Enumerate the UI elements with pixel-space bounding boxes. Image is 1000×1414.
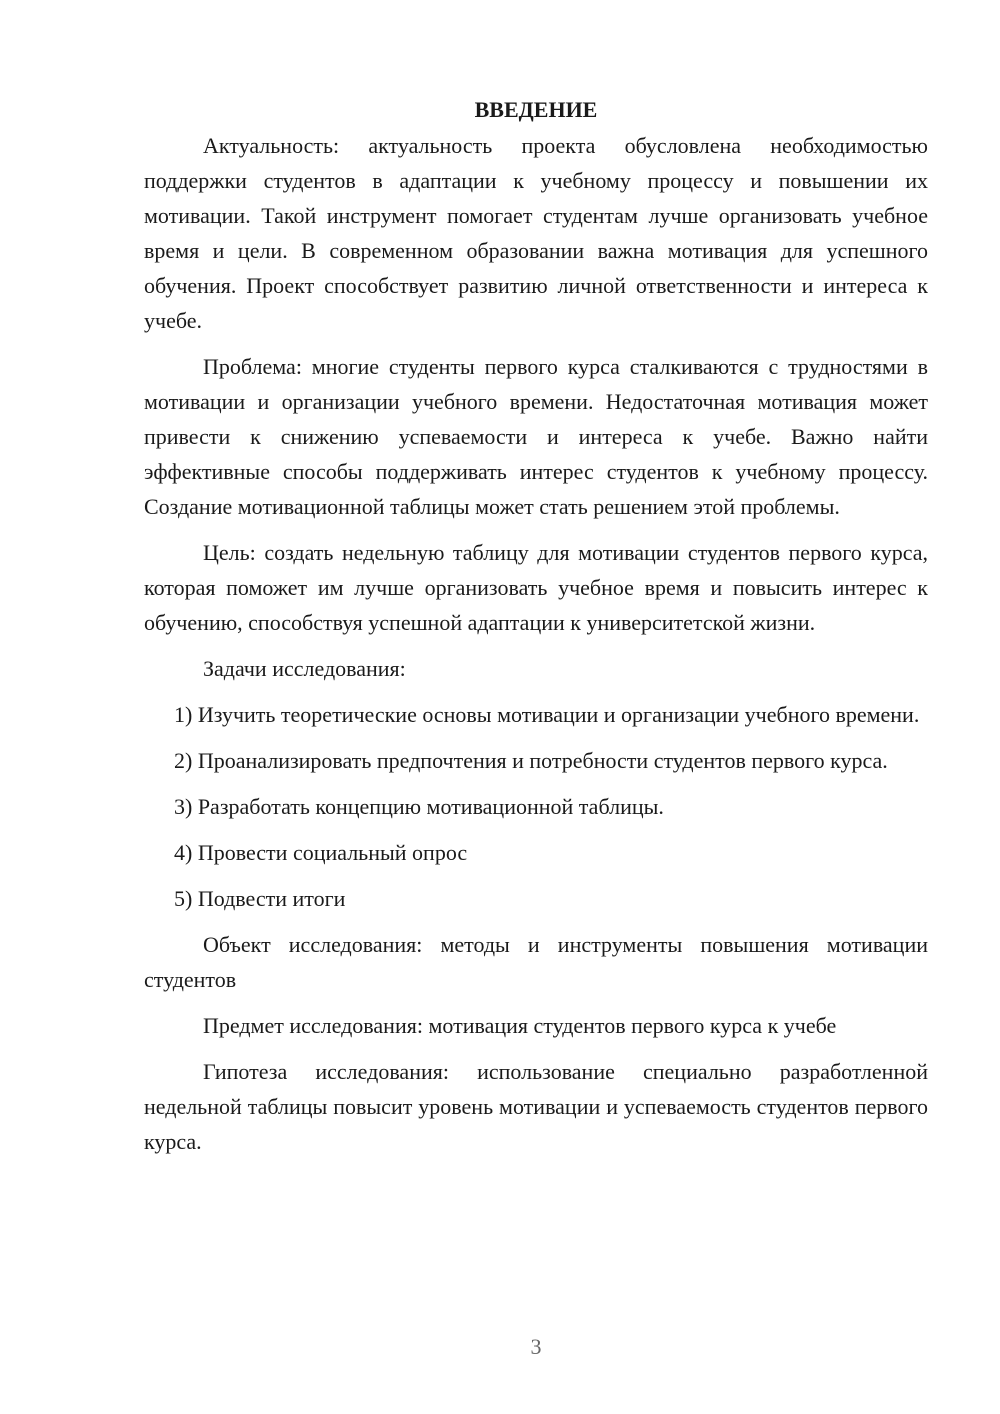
paragraph-goal: Цель: создать недельную таблицу для мотивации студентов первого курса, которая поможет им лучше организовать учебное время и повысить интерес к обучению, способствуя успешной адаптации к университетской жизни. — [144, 540, 928, 635]
page-number: 3 — [530, 1334, 542, 1359]
document-page — [144, 92, 928, 1170]
task-item-2: 2) Проанализировать предпочтения и потребности студентов первого курса. — [174, 748, 888, 773]
task-item-1: 1) Изучить теоретические основы мотивации и организации учебного времени. — [174, 702, 920, 727]
task-item-3: 3) Разработать концепцию мотивационной таблицы. — [174, 794, 664, 819]
paragraph-hypothesis: Гипотеза исследования: использование специально разработленной недельной таблицы повысит уровень мотивации и успеваемость студентов первого курса. — [144, 1059, 928, 1154]
paragraph-subject: Предмет исследования: мотивация студентов первого курса к учебе — [203, 1013, 837, 1038]
task-item-4: 4) Провести социальный опрос — [174, 840, 468, 865]
section-heading: ВВЕДЕНИЕ — [474, 97, 598, 122]
paragraph-object: Объект исследования: методы и инструменты повышения мотивации студентов — [144, 932, 928, 992]
paragraph-problem: Проблема: многие студенты первого курса сталкиваются с трудностями в мотивации и организации учебного времени. Недостаточная мотивация может привести к снижению успеваемости и интереса к учебе. Важно найти эффективные способы поддерживать интерес студентов к учебному процессу. Создание мотивационной таблицы может стать решением этой проблемы. — [144, 354, 928, 519]
paragraph-tasks-heading: Задачи исследования: — [203, 656, 406, 681]
paragraph-relevance: Актуальность: актуальность проекта обусловлена необходимостью поддержки студентов в адаптации к учебному процессу и повышении их мотивации. Такой инструмент помогает студентам лучше организовать учебное время и цели. В современном образовании важна мотивация для успешного обучения. Проект способствует развитию личной ответственности и интереса к учебе. — [144, 133, 928, 333]
task-item-5: 5) Подвести итоги — [174, 886, 346, 911]
